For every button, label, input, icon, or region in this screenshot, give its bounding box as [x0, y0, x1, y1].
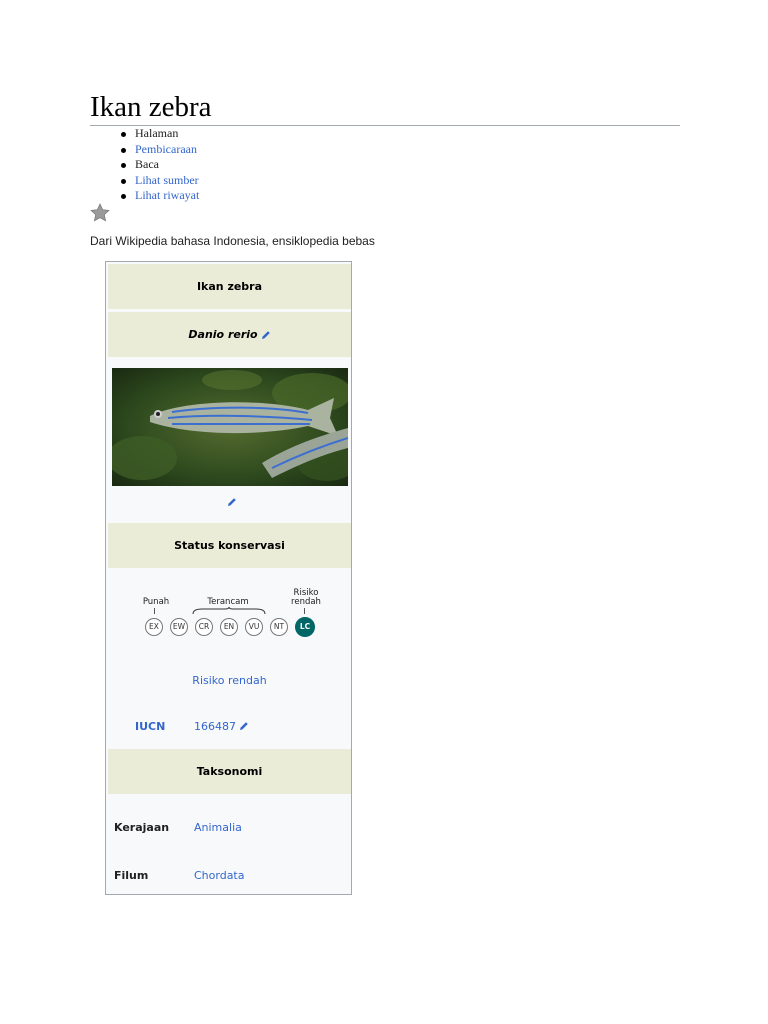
scale-label-punah: Punah: [142, 597, 170, 607]
taxonomy-rank: Filum: [114, 869, 149, 882]
iucn-row: [108, 705, 351, 748]
infobox-title: [108, 264, 351, 309]
status-en[interactable]: EN: [220, 618, 238, 636]
tab-lihat-riwayat[interactable]: [135, 188, 199, 204]
conservation-header: [108, 523, 351, 568]
taxonomy-row: [108, 852, 351, 894]
status-ew[interactable]: EW: [170, 618, 188, 636]
taxonomy-row: [108, 796, 351, 850]
page-tabs: [135, 126, 199, 204]
infobox: [105, 261, 352, 895]
pencil-icon[interactable]: [261, 330, 271, 340]
tab-lihat-sumber[interactable]: [135, 173, 199, 189]
taxonomy-rank: Kerajaan: [114, 821, 170, 834]
taxonomy-value-link[interactable]: Chordata: [194, 869, 245, 882]
scale-label-terancam: Terancam: [207, 597, 249, 607]
taxonomy-header: [108, 749, 351, 794]
iucn-value-wrap: [194, 720, 249, 733]
status-cr[interactable]: CR: [195, 618, 213, 636]
status-link[interactable]: Risiko rendah: [192, 674, 267, 687]
status-vu[interactable]: VU: [245, 618, 263, 636]
page-title: Ikan zebra: [90, 91, 212, 123]
taxonomy-header-text: Taksonomi: [196, 765, 263, 778]
status-nt[interactable]: NT: [270, 618, 288, 636]
iucn-link[interactable]: IUCN: [135, 720, 166, 733]
status-lc[interactable]: LC: [295, 617, 315, 637]
punah-tick: [154, 608, 155, 614]
status-text-row: [108, 660, 351, 703]
conservation-scale: [108, 570, 351, 658]
image-row: [108, 359, 351, 521]
tab-pembicaraan[interactable]: [135, 142, 199, 158]
zebrafish-photo[interactable]: [112, 368, 348, 486]
tab-label: Lihat riwayat: [135, 188, 200, 203]
scientific-name-row: [108, 312, 351, 357]
conservation-header-text: Status konservasi: [174, 539, 285, 552]
scientific-name: Danio rerio: [188, 328, 258, 341]
tab-label: Halaman: [135, 126, 179, 140]
star-icon[interactable]: [89, 202, 111, 224]
infobox-title-text: Ikan zebra: [196, 280, 263, 293]
scale-label-risiko-rendah: Risiko rendah: [291, 588, 321, 607]
conservation-scale-row: [108, 570, 351, 658]
tab-baca[interactable]: [135, 157, 199, 173]
status-ex[interactable]: EX: [145, 618, 163, 636]
tab-label: Baca: [135, 157, 159, 172]
taxonomy-value-link[interactable]: Animalia: [194, 821, 242, 834]
tab-label: Pembicaraan: [135, 141, 197, 156]
tab-halaman[interactable]: [135, 126, 199, 142]
pencil-icon[interactable]: [227, 497, 237, 507]
site-tagline: Dari Wikipedia bahasa Indonesia, ensiklopedia bebas: [90, 234, 375, 248]
tab-label: Lihat sumber: [135, 172, 199, 187]
risiko-tick: [304, 608, 305, 614]
pencil-icon[interactable]: [239, 721, 249, 731]
iucn-id-link[interactable]: 166487: [194, 720, 236, 733]
terancam-brace: [192, 607, 266, 615]
